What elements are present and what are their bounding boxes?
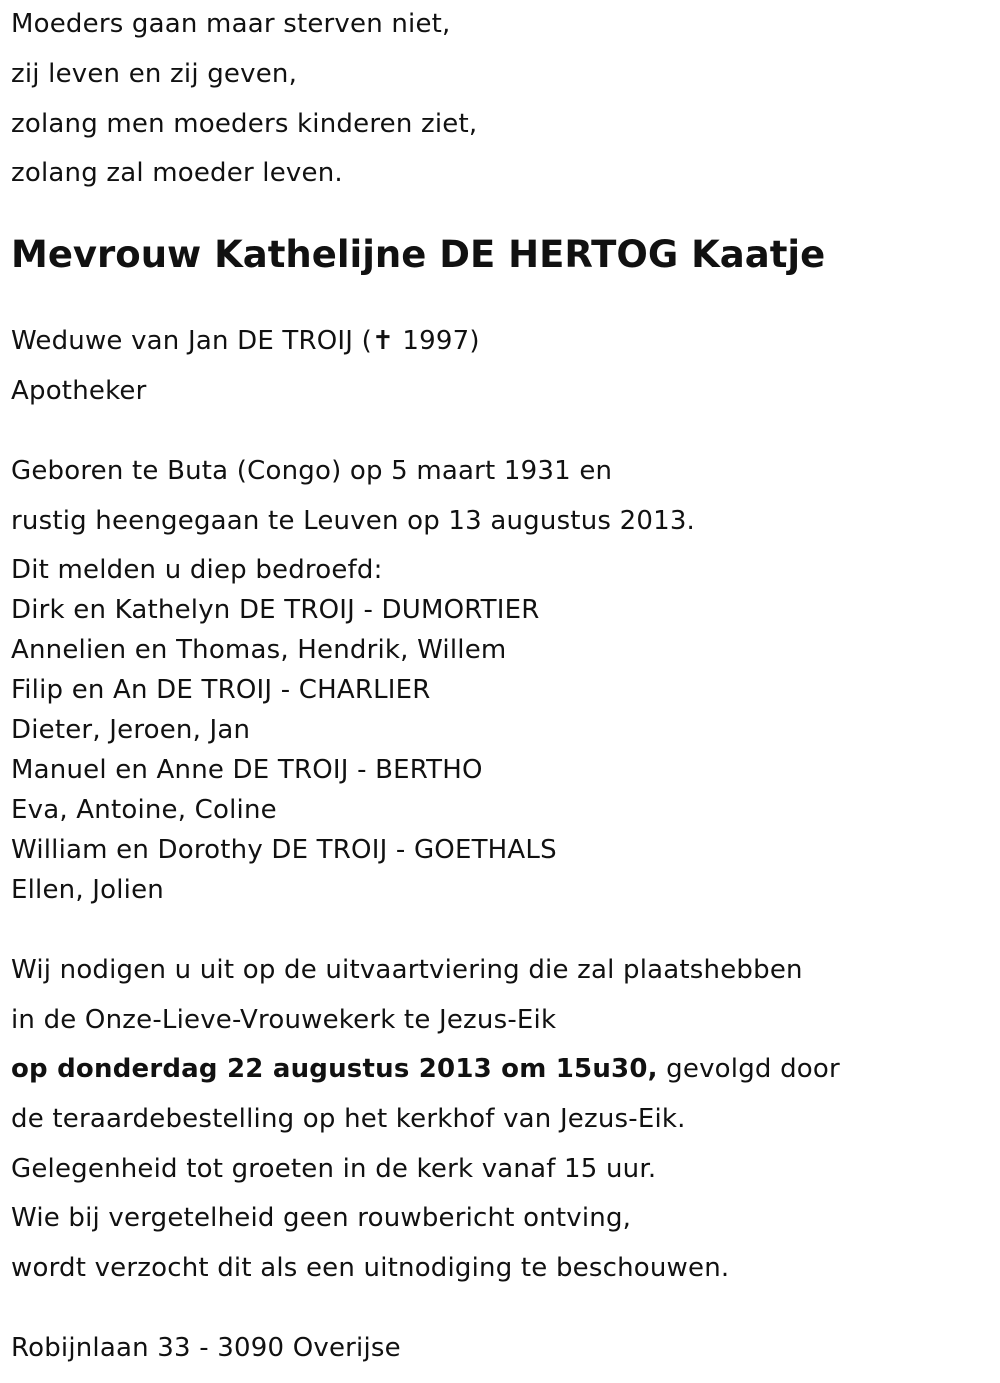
invite-date-rest: gevolgd door	[657, 1054, 840, 1084]
family-member: Manuel en Anne DE TROIJ - BERTHO	[11, 755, 483, 785]
family-member: Dieter, Jeroen, Jan	[11, 715, 251, 745]
family-member: Ellen, Jolien	[11, 875, 164, 905]
death-line: rustig heengegaan te Leuven op 13 augustus 2013.	[11, 506, 696, 536]
widow-line: Weduwe van Jan DE TROIJ (✝ 1997)	[11, 326, 480, 356]
poem-line: zij leven en zij geven,	[11, 59, 298, 89]
invite-line: in de Onze-Lieve-Vrouwekerk te Jezus-Eik	[11, 1005, 557, 1035]
invite-date-line	[11, 1053, 840, 1085]
invite-line: de teraardebestelling op het kerkhof van Jezus-Eik.	[11, 1104, 686, 1134]
deceased-name: Mevrouw Kathelijne DE HERTOG Kaatje	[11, 233, 826, 276]
invite-line: wordt verzocht dit als een uitnodiging te beschouwen.	[11, 1253, 730, 1283]
poem-line: zolang zal moeder leven.	[11, 158, 343, 188]
family-member: Filip en An DE TROIJ - CHARLIER	[11, 675, 431, 705]
invite-line: Gelegenheid tot groeten in de kerk vanaf 15 uur.	[11, 1154, 657, 1184]
poem-line: zolang men moeders kinderen ziet,	[11, 109, 478, 139]
invite-line: Wie bij vergetelheid geen rouwbericht ontving,	[11, 1203, 632, 1233]
family-member: William en Dorothy DE TROIJ - GOETHALS	[11, 835, 557, 865]
poem-line: Moeders gaan maar sterven niet,	[11, 9, 451, 39]
profession: Apotheker	[11, 376, 147, 406]
family-member: Eva, Antoine, Coline	[11, 795, 277, 825]
family-member: Annelien en Thomas, Hendrik, Willem	[11, 635, 507, 665]
family-member: Dirk en Kathelyn DE TROIJ - DUMORTIER	[11, 595, 540, 625]
funeral-date: op donderdag 22 augustus 2013 om 15u30,	[11, 1054, 658, 1084]
announce-line: Dit melden u diep bedroefd:	[11, 555, 383, 585]
address: Robijnlaan 33 - 3090 Overijse	[11, 1333, 401, 1363]
invite-line: Wij nodigen u uit op de uitvaartviering die zal plaatshebben	[11, 955, 803, 985]
birth-line: Geboren te Buta (Congo) op 5 maart 1931 en	[11, 456, 613, 486]
